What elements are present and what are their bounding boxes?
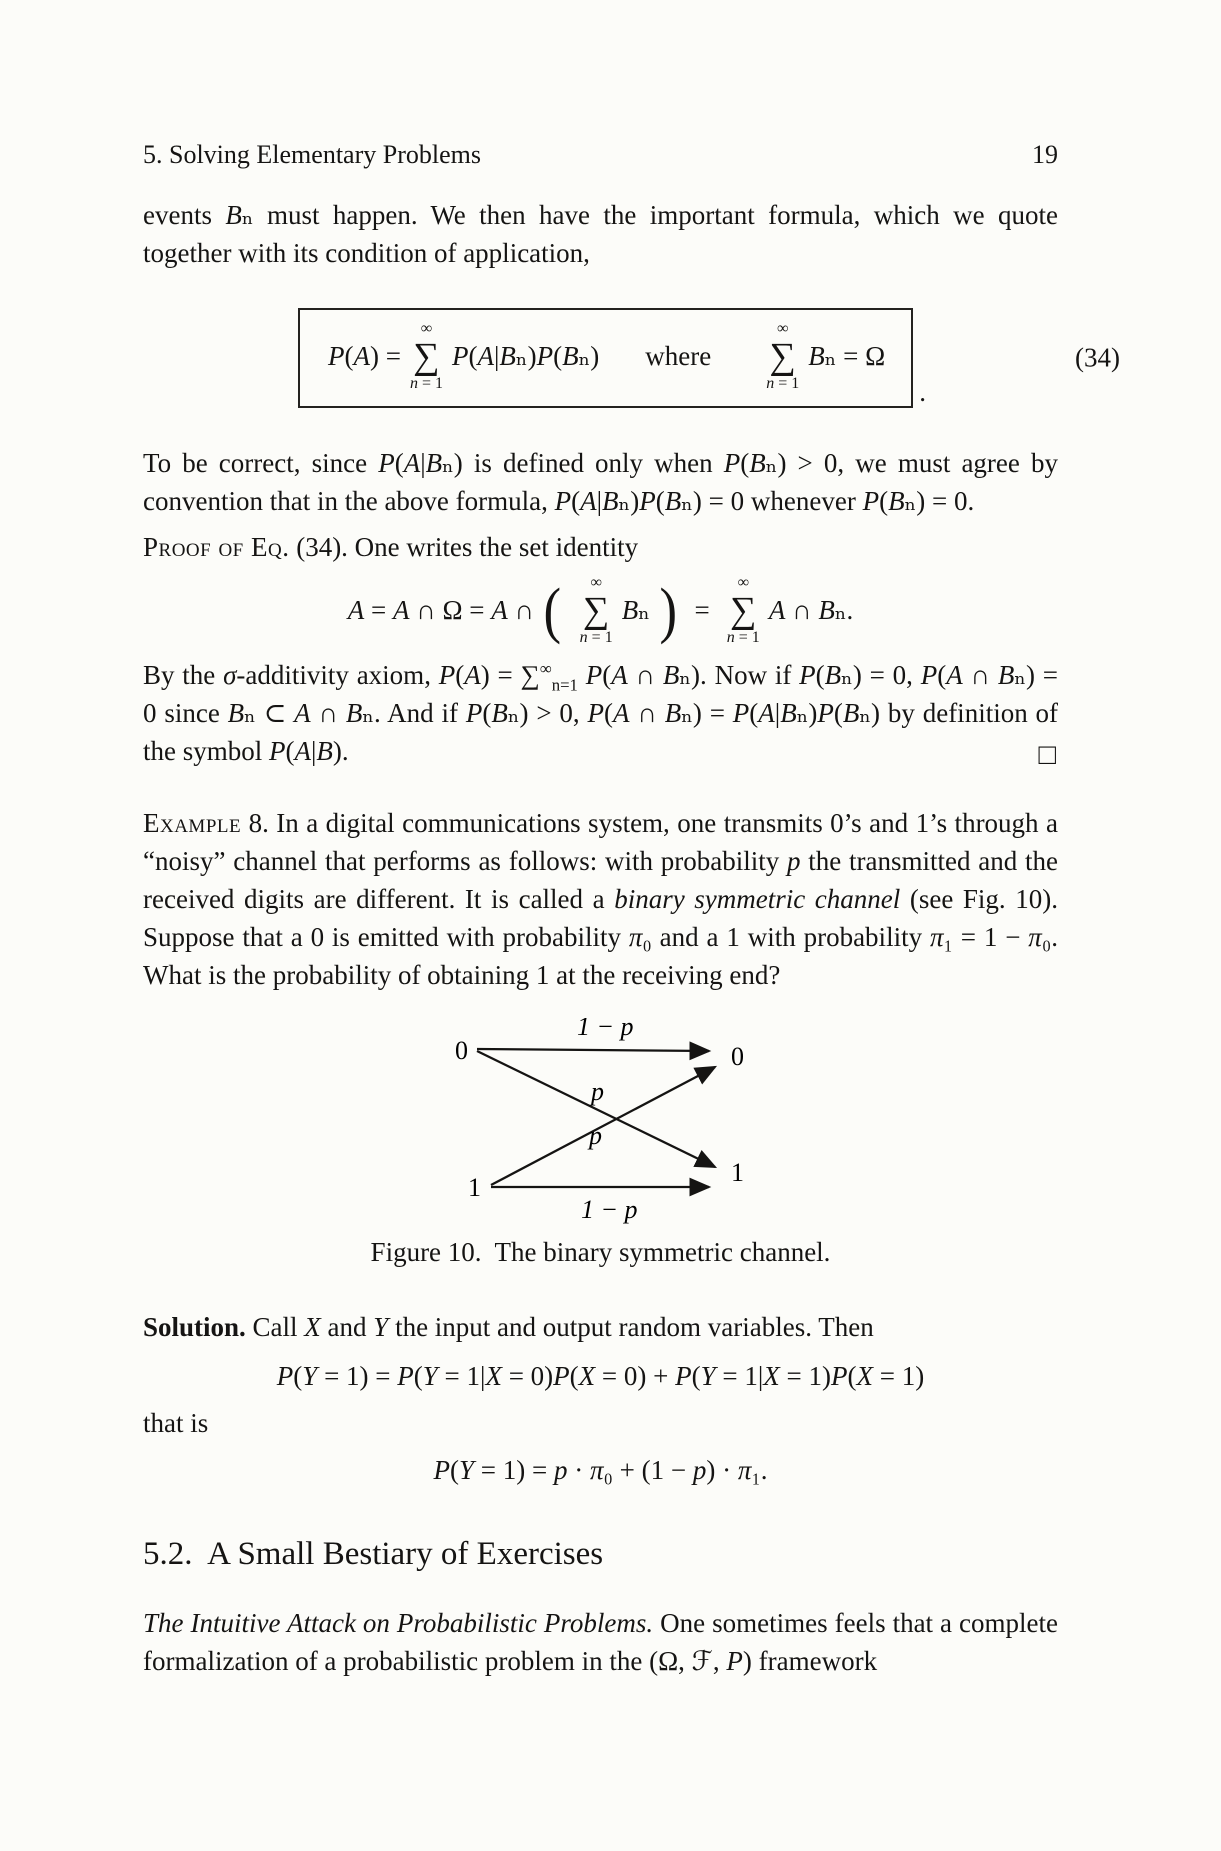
identity-post: A ∩ Bₙ. bbox=[768, 595, 854, 626]
arrow-0-to-0 bbox=[477, 1049, 709, 1051]
figure-node-output-0: 0 bbox=[730, 1041, 744, 1071]
eq34-condition: Bₙ = Ω bbox=[808, 341, 886, 372]
figure-node-input-1: 1 bbox=[467, 1172, 481, 1202]
eq34-where: where bbox=[645, 341, 712, 372]
sum-lower-limit: n = 1 bbox=[579, 629, 613, 647]
figure-label-cross-lower: p bbox=[588, 1120, 602, 1150]
example-paragraph: Example 8. In a digital communications system, one transmits 0’s and 1’s through a “noisy” channel that performs as follows: with probability p the transmitted and the received digits are different. It is called a binary symmetric channel (see Fig. 10). Suppose that a 0 is emitted with probability π₀ and a 1 with probability π₁ = 1 − π₀. What is the probability of obtaining 1 at the receiving end? bbox=[143, 807, 1058, 990]
equation-number: (34) bbox=[1075, 342, 1120, 373]
proof-body-text: By the σ-additivity axiom, $P(A) = \sum^\infty_{n=1}$ P(A ∩ Bₙ). Now if P(Bₙ) = 0, P(A ∩ Bₙ) = 0 since Bₙ ⊂ A ∩ Bₙ. And if P(Bₙ) > 0, P(A ∩ Bₙ) = P(A|Bₙ)P(Bₙ) by definition of the symbol P(A|B). bbox=[143, 658, 1059, 766]
equation-34-box bbox=[298, 308, 913, 408]
proof-body-paragraph bbox=[143, 656, 1058, 770]
figure-label-top: 1 − p bbox=[576, 1017, 634, 1041]
sigma-symbol: ∑ bbox=[730, 590, 757, 632]
sum-upper-limit: ∞ bbox=[737, 573, 749, 591]
eq34-lhs: P(A) = bbox=[328, 341, 401, 372]
equation-34-row bbox=[143, 308, 1120, 408]
section-heading: 5.2. A Small Bestiary of Exercises bbox=[143, 1535, 604, 1572]
qed-symbol: □ bbox=[1038, 738, 1056, 771]
summation-operator bbox=[410, 320, 443, 394]
figure-node-output-1: 1 bbox=[730, 1157, 744, 1187]
summation-operator bbox=[727, 574, 760, 648]
figure-container bbox=[143, 1018, 1058, 1226]
solution-lead: Solution. Call X and Y the input and output random variables. Then bbox=[143, 1311, 874, 1342]
running-header-title: 5. Solving Elementary Problems bbox=[143, 140, 481, 169]
sigma-symbol: ∑ bbox=[769, 336, 796, 378]
eq34-period: . bbox=[919, 376, 926, 407]
convention-paragraph: To be correct, since P(A|Bₙ) is defined only when P(Bₙ) > 0, we must agree by convention that in the above formula, P(A|Bₙ)P(Bₙ) = 0 whenever P(Bₙ) = 0. bbox=[143, 447, 1058, 516]
sum-upper-limit: ∞ bbox=[777, 320, 789, 337]
eq34-term: P(A|Bₙ)P(Bₙ) bbox=[452, 341, 600, 372]
sigma-symbol: ∑ bbox=[413, 336, 440, 378]
figure-label-bottom: 1 − p bbox=[580, 1194, 638, 1224]
page-number: 19 bbox=[1032, 140, 1058, 169]
identity-equals: = bbox=[694, 595, 710, 626]
sum-upper-limit: ∞ bbox=[590, 573, 602, 591]
set-identity-equation: A = A ∩ Ω = A ∩ ( ∞ ∑ n = 1 Bₙ ) = ∞ ∑ n = 1 A ∩ Bₙ. bbox=[347, 573, 854, 647]
solution-connective: that is bbox=[143, 1407, 209, 1438]
figure-node-input-0: 0 bbox=[454, 1035, 468, 1065]
sum-lower-limit: n = 1 bbox=[409, 375, 443, 393]
sum-lower-limit: n = 1 bbox=[726, 629, 760, 647]
sigma-symbol: ∑ bbox=[582, 590, 610, 632]
identity-pre: A = A ∩ Ω = A ∩ bbox=[347, 595, 535, 626]
solution-equation-1: P(Y = 1) = P(Y = 1|X = 0)P(X = 0) + P(Y = 1|X = 1)P(X = 1) bbox=[276, 1360, 925, 1391]
intro-paragraph: events Bₙ must happen. We then have the important formula, which we quote together with its condition of application, bbox=[143, 200, 1058, 268]
proof-lead: Proof of Eq. (34). One writes the set identity bbox=[143, 531, 639, 562]
solution-equation-2: P(Y = 1) = p · π₀ + (1 − p) · π₁. bbox=[433, 1454, 768, 1485]
identity-inner: Bₙ bbox=[621, 595, 650, 626]
figure-caption: Figure 10. The binary symmetric channel. bbox=[370, 1236, 831, 1267]
sum-lower-limit: n = 1 bbox=[766, 375, 800, 393]
figure-label-cross-upper: p bbox=[590, 1076, 604, 1106]
running-header bbox=[143, 140, 1058, 170]
summation-operator bbox=[580, 574, 613, 648]
closing-paragraph: The Intuitive Attack on Probabilistic Problems. One sometimes feels that a complete formalization of a probabilistic problem in the (Ω, ℱ, P) framework bbox=[143, 1607, 1058, 1676]
summation-operator bbox=[766, 320, 799, 394]
binary-symmetric-channel-figure bbox=[441, 1018, 761, 1226]
sum-upper-limit: ∞ bbox=[420, 320, 433, 337]
